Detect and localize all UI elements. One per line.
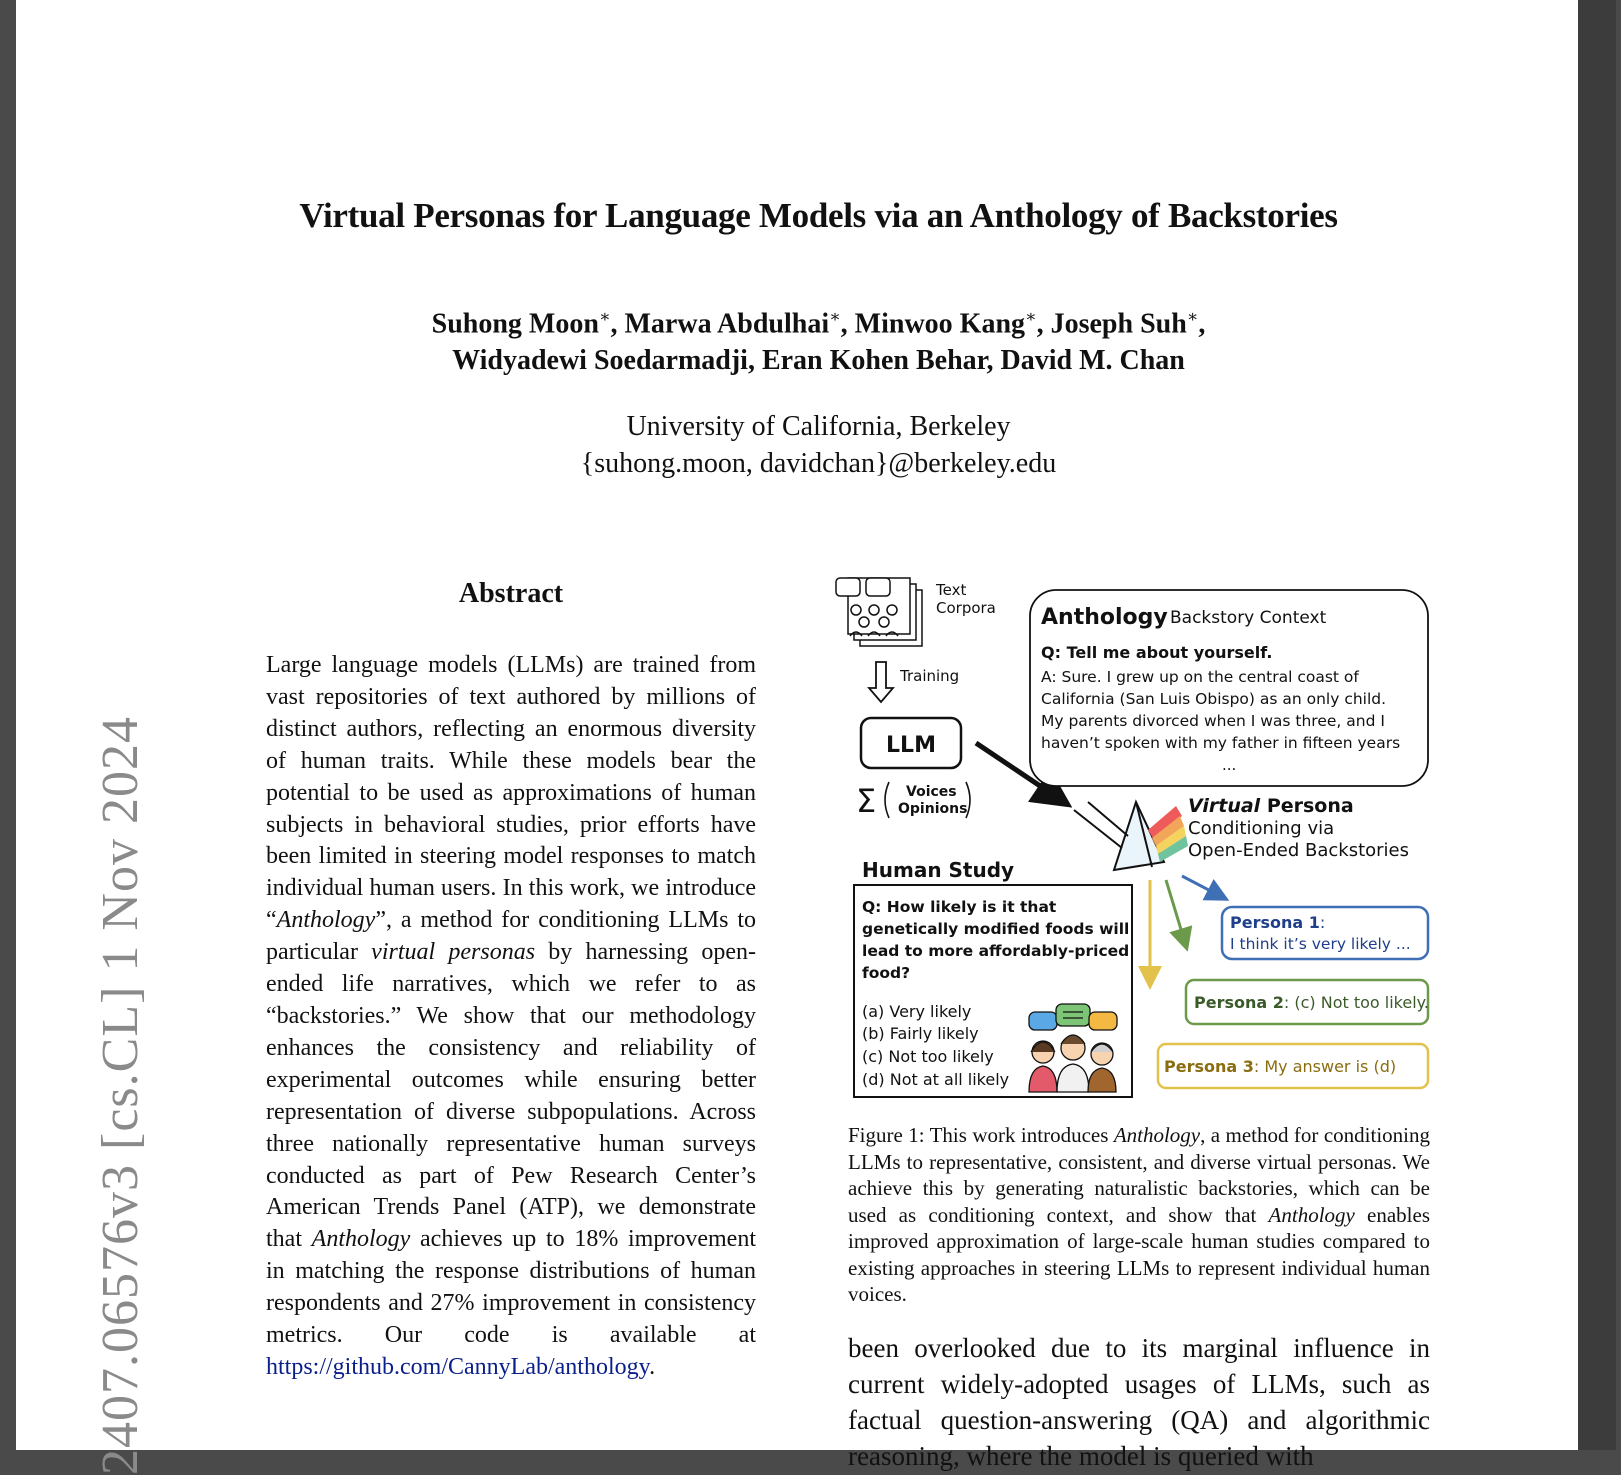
figure-1 <box>836 580 1436 1120</box>
anthology-term: Anthology <box>276 907 376 934</box>
virtual-persona-title: Virtual Persona <box>1188 795 1354 817</box>
conditioning-label: Conditioning via <box>1188 818 1335 839</box>
figure-1-diagram <box>836 580 1436 1120</box>
persona1-arrow <box>1182 876 1224 898</box>
figure-caption <box>848 1122 1430 1308</box>
survey-option: (c) Not too likely <box>862 1047 994 1066</box>
survey-question-line: food? <box>862 964 911 982</box>
abstract-text: . <box>649 1353 656 1380</box>
abstract-text: ”, a method for conditioning LLMs to particular <box>266 907 756 966</box>
caption-text: enables improved approximation of large-scale human studies compared to existing approaches in steering LLMs to represent individual human voices. <box>848 1202 1430 1306</box>
backstory-context-label: Backstory Context <box>1170 608 1327 628</box>
people-icon <box>1029 1004 1117 1092</box>
paper-title: Virtual Personas for Language Models via an Anthology of Backstories <box>299 196 1338 235</box>
anthology-term: Anthology <box>1113 1123 1201 1147</box>
persona2-answer: Persona 2: (c) Not too likely. <box>1194 993 1429 1012</box>
affiliation <box>16 408 1621 482</box>
persona1-label: Persona 1: <box>1230 913 1326 932</box>
survey-option: (a) Very likely <box>862 1002 972 1021</box>
caption-text: , a method for conditioning LLMs to representative, consistent, and diverse virtual personas. We achieve this by generating naturalistic backstories, which can be used as conditioning context, and show that <box>848 1123 1430 1227</box>
persona1-answer: I think it’s very likely ... <box>1230 935 1411 953</box>
training-label: Training <box>900 667 960 685</box>
author-name: Minwoo Kang <box>854 308 1026 340</box>
human-study-title: Human Study <box>862 858 1015 882</box>
conditioning-label: Open-Ended Backstories <box>1188 840 1410 861</box>
code-link[interactable]: https://github.com/CannyLab/anthology <box>266 1353 650 1380</box>
left-paren <box>885 782 889 818</box>
caption-text: Figure 1: This work introduces <box>848 1123 1114 1147</box>
anthology-term: Anthology <box>1268 1202 1355 1227</box>
anthology-label: Anthology <box>1041 605 1168 630</box>
text-corpora-label: Text <box>936 581 967 599</box>
author-name: Marwa Abdulhai <box>624 308 830 340</box>
institution: University of California, Berkeley <box>626 411 1011 442</box>
text-corpora-label: Corpora <box>936 599 996 617</box>
training-arrow <box>869 662 893 702</box>
backstory-answer-line: California (San Luis Obispo) as an only child. <box>1041 690 1387 708</box>
backstory-answer-line: My parents divorced when I was three, and I <box>1041 712 1385 730</box>
backstory-answer-line: haven’t spoken with my father in fifteen years <box>1041 734 1401 752</box>
llm-label: LLM <box>886 733 936 758</box>
survey-question-line: lead to more affordably-priced <box>862 942 1130 960</box>
abstract-text: Large language models (LLMs) are trained from vast repositories of text authored by millions of distinct authors, reflecting an enormous diversity of human traits. While these models bear the potential to be used as approximations of human subjects in behavioral studies, prior efforts have been limited in steering model responses to match individual human users. In this work, we introduce “ <box>266 652 756 934</box>
body-paragraph: been overlooked due to its marginal influence in current widely-adopted usages of LLMs, such as factual question-answering (QA) and algorithmic reasoning, where the model is queried with <box>848 1333 1430 1471</box>
backstory-answer-line: A: Sure. I grew up on the central coast of <box>1041 668 1359 686</box>
survey-option: (b) Fairly likely <box>862 1024 979 1043</box>
survey-option: (d) Not at all likely <box>862 1070 1010 1089</box>
text-corpora-icon <box>836 578 922 646</box>
equal-contribution-mark: ∗ <box>598 307 611 326</box>
equal-contribution-mark: ∗ <box>1025 307 1037 326</box>
author-list <box>16 298 1621 379</box>
equal-contribution-mark: ∗ <box>1186 307 1199 326</box>
backstory-ellipsis: ... <box>1222 756 1237 774</box>
abstract-text: achieves up to 18% improvement in matching the response distributions of human respondents and 27% improvement in consistency metrics. Our code is available at <box>266 1226 756 1349</box>
abstract-body <box>266 650 756 1384</box>
author-name: Joseph Suh <box>1050 308 1187 340</box>
voices-label: Voices <box>906 784 957 800</box>
survey-question-line: Q: How likely is it that <box>862 898 1057 916</box>
anthology-term: Anthology <box>311 1226 411 1253</box>
abstract-text: by harnessing open-ended life narratives, which we refer to as “backstories.” We show that our methodology enhances the consistency and reliability of experimental outcomes while ensuring better representation of diverse subpopulations. Across three nationally representative human surveys conducted as part of Pew Research Center’s American Trends Panel (ATP), we demonstrate that <box>266 939 756 1253</box>
author-line-1: Suhong Moon∗, Marwa Abdulhai∗, Minwoo Kang∗, Joseph Suh∗, <box>431 307 1206 340</box>
virtual-personas-term: virtual personas <box>371 939 536 966</box>
sigma-symbol: Σ <box>856 782 877 820</box>
persona3-answer: Persona 3: My answer is (d) <box>1164 1057 1397 1076</box>
prism-icon <box>1074 802 1188 870</box>
arxiv-identifier: 2407.06576v3 [cs.CL] 1 Nov 2024 <box>92 716 149 1475</box>
author-name: Suhong Moon <box>431 308 599 340</box>
survey-question-line: genetically modified foods will <box>862 920 1130 938</box>
viewer-scrollbar-gutter[interactable] <box>1578 0 1616 1450</box>
author-line-2: Widyadewi Soedarmadji, Eran Kohen Behar, David M. Chan <box>452 345 1185 377</box>
email: {suhong.moon, davidchan}@berkeley.edu <box>580 448 1057 479</box>
abstract-heading: Abstract <box>458 578 564 609</box>
opinions-label: Opinions <box>898 801 968 817</box>
equal-contribution-mark: ∗ <box>829 307 841 326</box>
persona2-arrow <box>1166 880 1186 946</box>
paper-page <box>16 0 1578 1475</box>
backstory-question: Q: Tell me about yourself. <box>1041 643 1273 662</box>
